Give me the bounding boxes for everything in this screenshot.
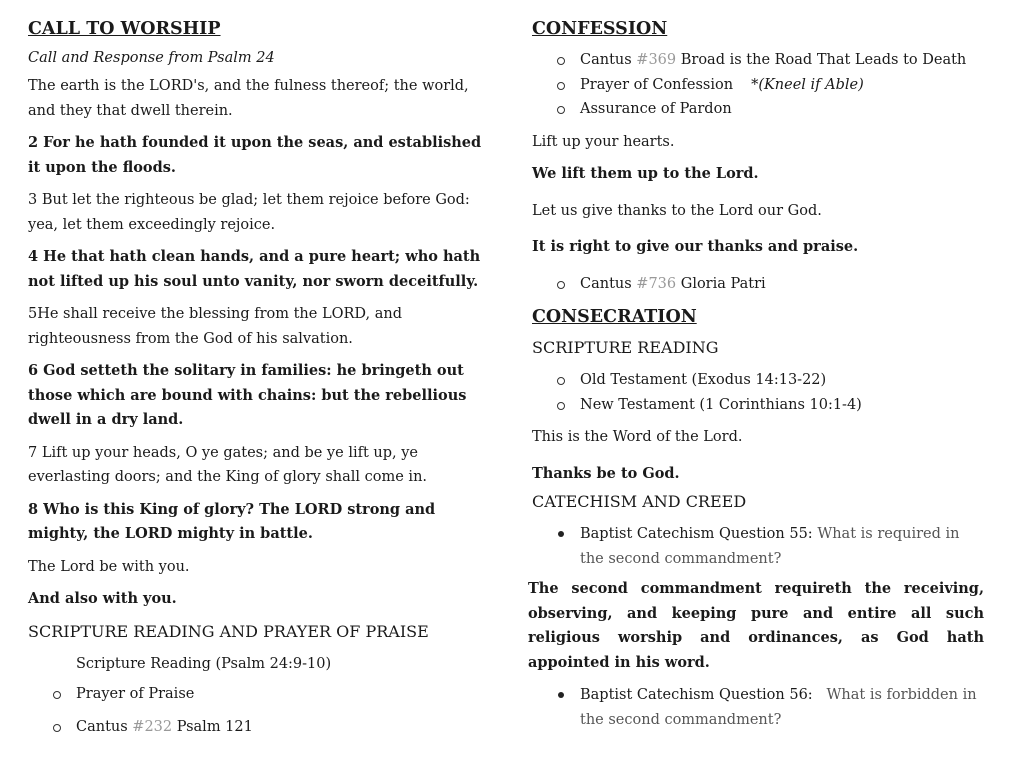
gloria-list [532,272,984,297]
assurance-text: Assurance of Pardon [580,101,732,117]
list-item-confession-cantus [532,48,984,73]
cantus-number: #232 [132,718,173,735]
list-item-prayer [28,682,490,707]
verse-8: 8 Who is this King of glory? The LORD strong and mighty, the LORD mighty in battle. [28,500,436,542]
cantus-label: Cantus [580,275,637,292]
readings-list [532,368,984,417]
call-subtitle: Call and Response from Psalm 24 [28,50,275,66]
q55-answer: The second commandment requireth the receiving, observing, and keeping pure and entire all such religious worship and ordinances, as God hath appointed in his word. [528,580,984,671]
q56-question: What is forbidden in the second commandment? [580,687,977,728]
call-to-worship-heading: CALL TO WORSHIP [28,19,221,39]
catechism-q55-list [532,522,984,571]
list-item-cantus [28,715,490,740]
reading-text: Scripture Reading (Psalm 24:9-10) [76,655,332,672]
consecration-heading: CONSECRATION [532,307,697,327]
old-testament-text: Old Testament (Exodus 14:13-22) [580,372,827,388]
cantus-number: #369 [636,52,677,68]
cantus-title: Psalm 121 [172,718,253,735]
catechism-label: CATECHISM AND CREED [532,492,747,511]
confession-list [532,48,984,122]
q56-prefix: Baptist Catechism Question 56: [580,687,827,703]
lift-call: Lift up your hearts. [532,133,675,150]
right-column [528,16,984,738]
kneel-note: *(Kneel if Able) [751,76,864,93]
lift-response: We lift them up to the Lord. [532,165,759,182]
list-item-q56 [532,683,984,732]
cantus-label: Cantus [76,718,133,735]
scripture-reading-label: SCRIPTURE READING [532,338,719,357]
list-item-q55 [532,522,984,571]
list-item-reading [28,652,490,677]
cantus-number: #736 [636,275,677,292]
confession-heading: CONFESSION [532,19,668,39]
new-testament-text: New Testament (1 Corinthians 10:1-4) [580,396,862,413]
word-call: This is the Word of the Lord. [532,429,743,445]
q55-prefix: Baptist Catechism Question 55: [580,526,818,542]
q55-question: What is required in the second commandment? [580,526,960,567]
cantus-label: Cantus [580,52,637,68]
verse-2: 2 For he hath founded it upon the seas, and established it upon the floods. [28,134,482,176]
verse-4: 4 He that hath clean hands, and a pure heart; who hath not lifted up his soul unto vanity, nor sworn deceitfully. [28,248,481,290]
scripture-praise-label: SCRIPTURE READING AND PRAYER OF PRAISE [28,621,429,641]
catechism-q56-list [532,683,984,732]
greeting: The Lord be with you. [28,558,190,575]
left-column [28,16,490,747]
word-response: Thanks be to God. [532,464,680,482]
thanks-call: Let us give thanks to the Lord our God. [532,202,822,219]
prayer-confession-text: Prayer of Confession [580,76,734,93]
verse-7: 7 Lift up your heads, O ye gates; and be ye lift up, ye everlasting doors; and the King of glory shall come in. [28,444,428,485]
list-item-old-testament [532,368,984,393]
verse-3: 3 But let the righteous be glad; let them rejoice before God: yea, let them exceedingly rejoice. [28,192,470,233]
cantus-title: Gloria Patri [676,275,766,292]
list-item-assurance [532,97,984,122]
verse-1: The earth is the LORD's, and the fulness thereof; the world, and they that dwell therein. [28,78,469,119]
thanks-response: It is right to give our thanks and praise. [532,238,859,255]
cantus-title: Broad is the Road That Leads to Death [676,52,967,68]
list-item-new-testament [532,393,984,418]
prayer-text: Prayer of Praise [76,686,195,702]
greeting-response: And also with you. [28,590,177,607]
list-item-prayer-confession [532,73,984,98]
list-item-gloria [532,272,984,297]
verse-5: 5He shall receive the blessing from the LORD, and righteousness from the God of his salvation. [28,306,402,347]
verse-6: 6 God setteth the solitary in families: he bringeth out those which are bound with chains: but the rebellious dwell in a dry land. [28,362,467,428]
praise-list [28,652,490,740]
